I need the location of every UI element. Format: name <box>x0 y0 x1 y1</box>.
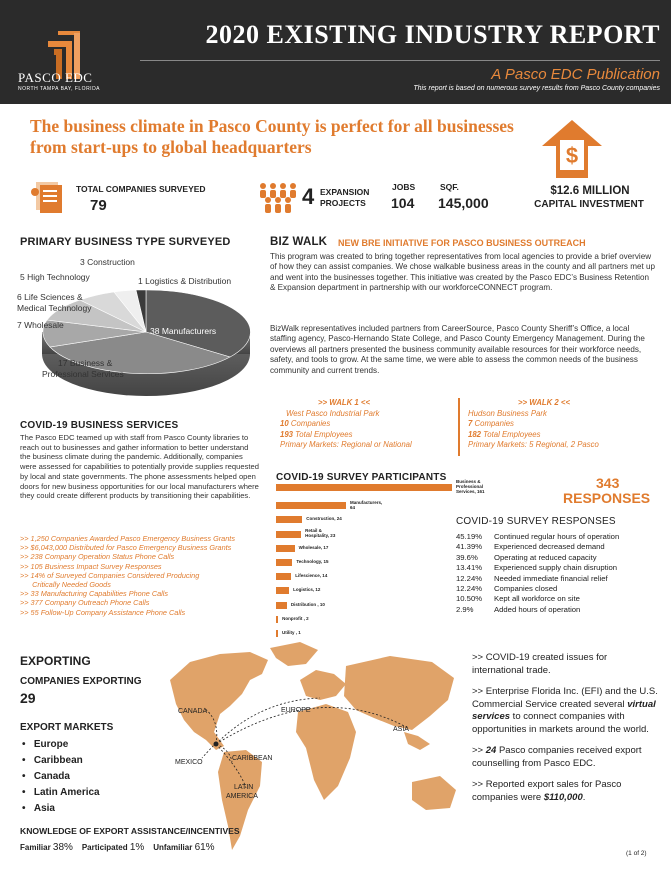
walk-2-block <box>468 398 658 451</box>
unfamiliar-label: Unfamiliar <box>153 843 193 852</box>
walk-1-block <box>280 398 460 451</box>
bar-label: Utility , 1 <box>282 630 301 635</box>
map-label-europe: EUROPE <box>281 707 311 714</box>
walk-2-companies-text: Companies <box>472 419 514 428</box>
participated-label: Participated <box>81 843 128 852</box>
map-label-asia: ASIA <box>393 726 409 733</box>
bar-business-professional-services <box>276 484 452 491</box>
bar-label: Technology, 15 <box>296 559 329 564</box>
europe-shape <box>300 670 346 700</box>
australia-shape <box>412 776 456 810</box>
bar-label: Lifescience, 14 <box>295 573 328 579</box>
export-market-item: • Latin America <box>22 787 100 798</box>
report-title: 2020 EXISTING INDUSTRY REPORT <box>205 20 660 49</box>
pie-title: PRIMARY BUSINESS TYPE SURVEYED <box>20 236 231 248</box>
jobs-label: JOBS <box>392 182 416 192</box>
exporting-title: EXPORTING <box>20 654 91 668</box>
pasco-origin-dot <box>214 742 219 747</box>
walk-2-markets: Primary Markets: 5 Regional, 2 Pasco <box>468 440 599 449</box>
walk-2-employees-text: Total Employees <box>481 429 541 439</box>
note-counselling: >> 24 Pasco companies received export counselling from Pasco EDC. <box>472 745 642 769</box>
companies-surveyed-label: TOTAL COMPANIES SURVEYED <box>76 184 206 194</box>
covid-item: >> 55 Follow-Up Company Assistance Phone Calls <box>20 607 186 617</box>
bar-label: Nonprofit , 2 <box>282 615 309 621</box>
report-note: This report is based on numerous survey results from Pasco County companies <box>413 85 660 92</box>
pie-label-manufacturers: 38 Manufacturers <box>150 326 217 336</box>
response-row: 13.41% Experienced supply chain disruption <box>456 563 618 573</box>
pie-label-construction: 3 Construction <box>80 257 135 267</box>
map-label-canada: CANADA <box>178 708 208 715</box>
covid-item: Critically Needed Goods <box>20 580 111 590</box>
bar-label: Logistics, 12 <box>293 587 321 593</box>
bizwalk-para-2: BizWalk representatives included partners from CareerSource, Pasco County Sheriff’s Office, a local staffing agency, Pasco-Hernando State College, and Pasco County Emergency Management. During the overviews all partners presented the business community available resources for their workforce needs, safety, and tools to grow. At the same time, we were able to assess the common needs of the business community and current trends. <box>270 324 645 375</box>
knowledge-title: KNOWLEDGE OF EXPORT ASSISTANCE/INCENTIVES <box>20 826 240 836</box>
title-divider <box>140 60 660 61</box>
people-group-icon <box>256 180 298 214</box>
greenland-shape <box>270 642 318 666</box>
familiar-label: Familiar <box>20 843 51 852</box>
knowledge-stats <box>20 842 215 853</box>
walk-1-employees-text: Total Employees <box>293 429 353 439</box>
bar-manufacturers <box>276 502 346 509</box>
page-number: (1 of 2) <box>626 850 647 857</box>
companies-surveyed-value: 79 <box>90 197 107 214</box>
participants-title: COVID-19 SURVEY PARTICIPANTS <box>276 472 447 483</box>
logo-tagline: NORTH TAMPA BAY, FLORIDA <box>18 86 101 92</box>
response-row: 10.50% Kept all workforce on site <box>456 594 580 604</box>
responses-list <box>456 532 666 615</box>
bar-wholesale <box>276 545 295 552</box>
familiar-value: 38% <box>52 842 73 853</box>
walk-1-companies-num: 10 <box>280 419 289 428</box>
expansion-label-2: PROJECTS <box>320 198 366 208</box>
companies-exporting-label: COMPANIES EXPORTING <box>20 676 142 687</box>
bar-label: Distribution , 10 <box>290 601 325 607</box>
bar-logistics <box>276 587 289 594</box>
bar-label: Wholesale, 17 <box>298 544 329 550</box>
response-row: 45.19% Continued regular hours of operation <box>456 532 620 541</box>
africa-shape <box>296 704 356 800</box>
export-markets-label: EXPORT MARKETS <box>20 722 114 733</box>
walk-divider <box>458 398 460 456</box>
bar-label: Retail & Hospitality, 23 <box>305 528 336 539</box>
covid-services-title: COVID-19 BUSINESS SERVICES <box>20 420 179 431</box>
bar-nonprofit <box>276 616 278 623</box>
map-label-latin: LATIN <box>234 784 254 791</box>
covid-services-list <box>20 534 268 617</box>
bar-label: Business & Professional Services, 161 <box>456 479 485 494</box>
note-export-sales: >> Reported export sales for Pasco companies were $110,000. <box>472 779 622 803</box>
walk-2-place: Hudson Business Park <box>468 408 547 418</box>
companies-exporting-value: 29 <box>20 690 36 706</box>
expansion-number: 4 <box>302 184 315 209</box>
bar-technology <box>276 559 292 566</box>
bizwalk-title: BIZ WALK <box>270 236 328 248</box>
walk-2-companies-num: 7 <box>468 419 473 428</box>
pie-label-life-sciences-2: Medical Technology <box>17 303 92 313</box>
bar-retail-hospitality <box>276 531 301 538</box>
participated-value: 1% <box>129 842 145 853</box>
response-row: 2.9% Added hours of operation <box>456 604 581 614</box>
pie-label-high-tech: 5 High Technology <box>20 272 90 282</box>
document-icon <box>30 180 66 214</box>
pie-label-business-1: 17 Business & <box>58 358 113 368</box>
covid-item: >> 105 Business Impact Survey Responses <box>20 561 162 571</box>
pie-label-life-sciences-1: 6 Life Sciences & <box>17 292 83 302</box>
map-label-caribbean: CARIBBEAN <box>232 755 273 762</box>
export-market-item: • Caribbean <box>22 755 83 766</box>
note-efi: >> Enterprise Florida Inc. (EFI) and the U.S. Commercial Service created several virtual services to connect companies with opportunities in markets around the world. <box>472 686 658 735</box>
bar-lifescience <box>276 573 291 580</box>
bar-utility <box>276 630 278 637</box>
covid-item: >> 238 Company Operation Status Phone Calls <box>20 552 175 562</box>
bar-label: Construction, 24 <box>306 516 342 522</box>
covid-item: >> $6,043,000 Distributed for Pasco Emergency Business Grants <box>20 543 232 553</box>
export-markets-list <box>22 737 100 817</box>
dollar-sign: $ <box>565 143 579 168</box>
covid-item: >> 1,250 Companies Awarded Pasco Emergency Business Grants <box>20 534 235 543</box>
pie-label-business-2: Professional Services <box>42 369 124 379</box>
walk-2-employees-num: 182 <box>468 429 482 439</box>
walk-1-companies-text: Companies <box>288 419 331 428</box>
bar-label: Manufacturers, 64 <box>349 499 383 510</box>
sqf-label: SQF. <box>440 182 459 192</box>
responses-title: COVID-19 SURVEY RESPONSES <box>456 516 616 527</box>
logo-name: PASCO EDC <box>18 70 93 85</box>
response-row: 41.39% Experienced decreased demand <box>456 542 605 552</box>
jobs-value: 104 <box>391 195 415 211</box>
expansion-label-1: EXPANSION <box>320 187 370 197</box>
covid-item: >> 33 Manufacturing Capabilities Phone Calls <box>20 589 169 599</box>
walk-1-markets: Primary Markets: Regional or National <box>280 440 412 449</box>
export-notes <box>472 652 658 804</box>
bizwalk-para-1: This program was created to bring together representatives from local agencies to provide a brief overview of how they can assist companies. We chose walkable business areas in the county and all partners met up and went into the businesses together. This initiative was created by the Pasco EDC’s Business Retention & Expansion department in partnership with our workforceCONNECT program. <box>270 252 655 293</box>
export-market-item: • Asia <box>22 803 55 814</box>
map-label-mexico: MEXICO <box>175 759 203 766</box>
money-arrow-icon <box>540 118 604 180</box>
north-america-shape <box>170 652 268 750</box>
bar-construction <box>276 516 302 523</box>
bizwalk-subtitle: NEW BRE INITIATIVE FOR PASCO BUSINESS OUTREACH <box>338 238 586 248</box>
pie-label-wholesale: 7 Wholesale <box>17 320 64 330</box>
export-market-item: • Canada <box>22 771 70 782</box>
capital-amount: $12.6 MILLION <box>550 185 630 197</box>
covid-services-body: The Pasco EDC teamed up with staff from Pasco County libraries to reach out to businesses and gather information to better understand the business climate during the pandemic. Additionally, companies were assessed for capabilities to potentially provide supplies requested by local and state governments. The phone assessments helped open doors for new business opportunities for our local manufacturers where they could create different products by transitioning their capabilities. <box>20 433 259 501</box>
response-row: 12.24% Companies closed <box>456 584 558 594</box>
export-market-item: • Europe <box>22 739 69 750</box>
responses-label: RESPONSES <box>563 490 651 506</box>
walk-1-employees-num: 193 <box>280 429 294 439</box>
responses-number: 343 <box>596 475 620 491</box>
indonesia-shape <box>404 732 430 750</box>
covid-item: >> 377 Company Outreach Phone Calls <box>20 598 150 608</box>
map-label-america: AMERICA <box>226 793 258 800</box>
covid-item: >> 14% of Surveyed Companies Considered Producing <box>20 570 200 580</box>
walk-1-place: West Pasco Industrial Park <box>286 408 380 418</box>
response-row: 12.24% Needed immediate financial relief <box>456 573 608 583</box>
walk-1-head: >> WALK 1 << <box>318 398 371 407</box>
unfamiliar-value: 61% <box>194 842 215 853</box>
pie-label-logistics: 1 Logistics & Distribution <box>138 276 232 286</box>
report-subtitle: A Pasco EDC Publication <box>491 66 660 83</box>
bar-distribution <box>276 602 287 609</box>
note-covid-trade: >> COVID-19 created issues for international trade. <box>472 652 608 676</box>
walk-2-head: >> WALK 2 << <box>518 398 571 407</box>
response-row: 39.6% Operating at reduced capacity <box>456 552 597 562</box>
asia-shape <box>344 656 454 730</box>
capital-label: CAPITAL INVESTMENT <box>534 199 644 210</box>
headline: The business climate in Pasco County is perfect for all businesses from start-ups to global headquarters <box>30 116 514 157</box>
sqf-value: 145,000 <box>438 195 489 211</box>
